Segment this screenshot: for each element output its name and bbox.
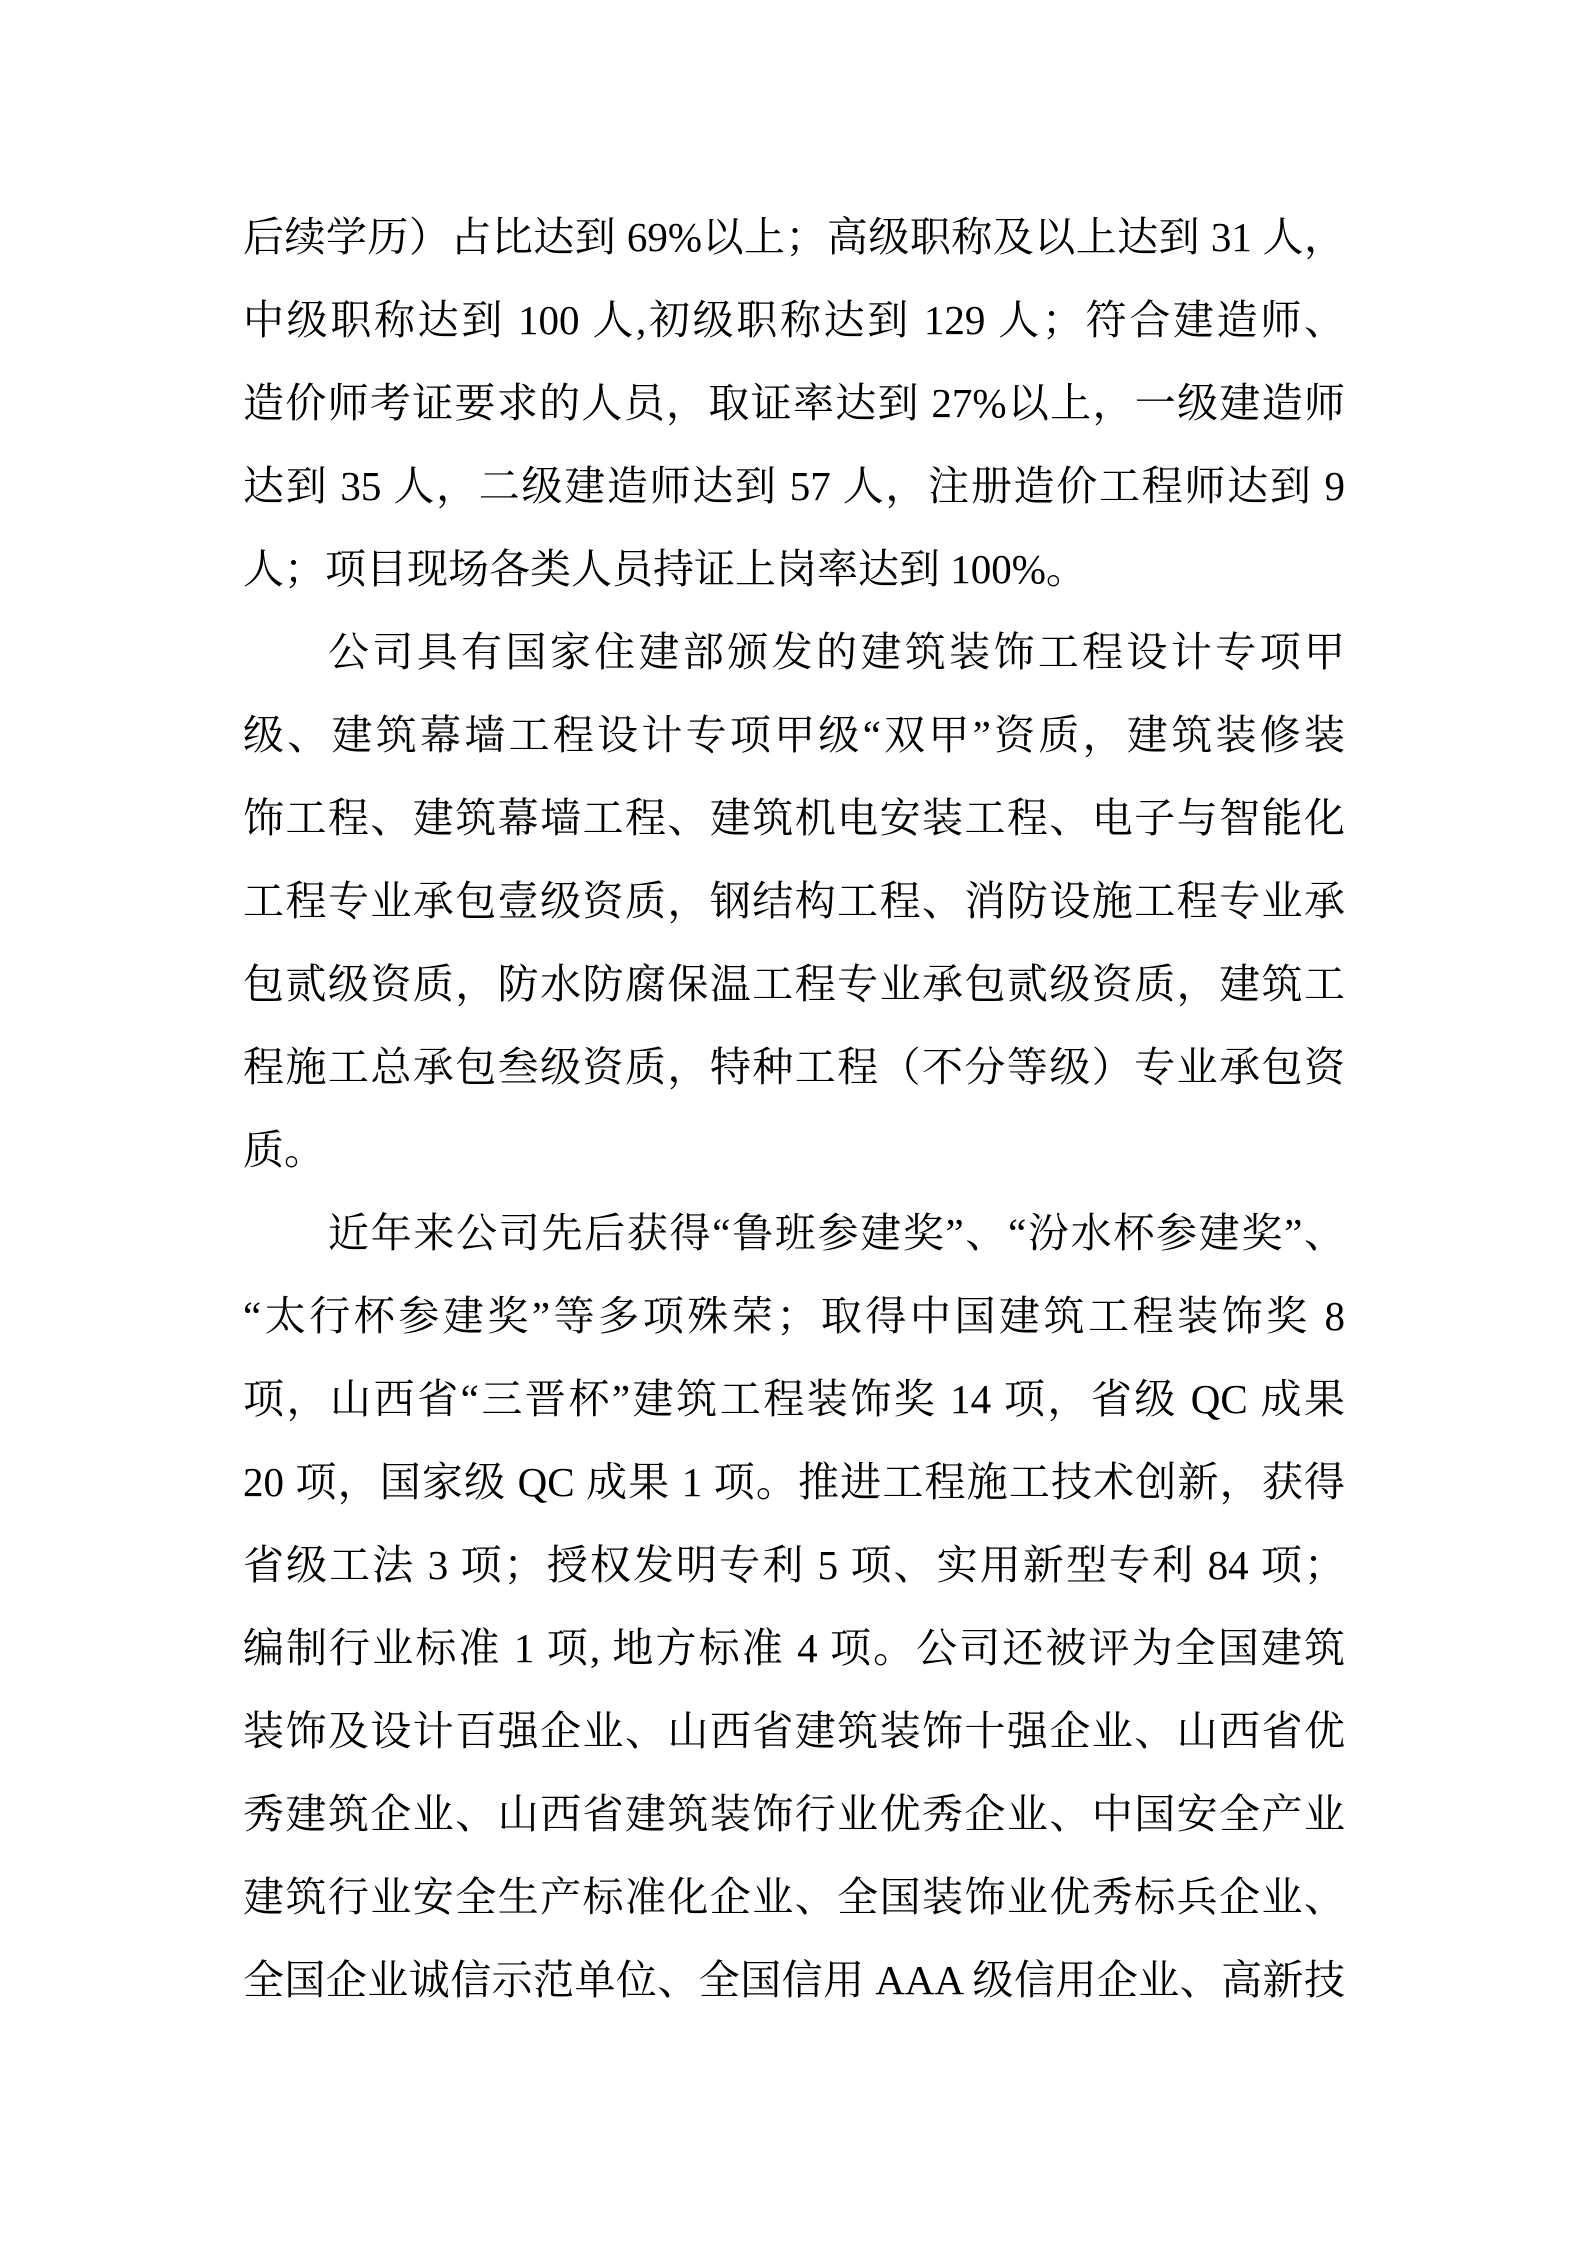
text-line: “太行杯参建奖”等多项殊荣；取得中国建筑工程装饰奖 8 xyxy=(243,1293,1345,1339)
text-line: 公司具有国家住建部颁发的建筑装饰工程设计专项甲 xyxy=(328,629,1345,675)
text-line: 达到 35 人，二级建造师达到 57 人，注册造价工程师达到 9 xyxy=(243,463,1345,509)
text-line: 中级职称达到 100 人,初级职称达到 129 人；符合建造师、 xyxy=(243,297,1345,343)
text-line: 人；项目现场各类人员持证上岗率达到 100%。 xyxy=(243,546,1087,592)
text-line: 全国企业诚信示范单位、全国信用 AAA 级信用企业、高新技 xyxy=(243,1957,1345,2003)
text-line: 饰工程、建筑幕墙工程、建筑机电安装工程、电子与智能化 xyxy=(243,795,1345,841)
document-text-block xyxy=(243,196,1345,2022)
text-line: 级、建筑幕墙工程设计专项甲级“双甲”资质，建筑装修装 xyxy=(243,712,1345,758)
text-line: 包贰级资质，防水防腐保温工程专业承包贰级资质，建筑工 xyxy=(243,961,1345,1007)
text-line: 省级工法 3 项；授权发明专利 5 项、实用新型专利 84 项； xyxy=(243,1542,1345,1588)
text-line: 项，山西省“三晋杯”建筑工程装饰奖 14 项，省级 QC 成果 xyxy=(243,1376,1345,1422)
text-line: 装饰及设计百强企业、山西省建筑装饰十强企业、山西省优 xyxy=(243,1708,1345,1754)
text-line: 20 项，国家级 QC 成果 1 项。推进工程施工技术创新，获得 xyxy=(243,1459,1345,1505)
text-line: 秀建筑企业、山西省建筑装饰行业优秀企业、中国安全产业 xyxy=(243,1791,1345,1837)
text-line: 程施工总承包叁级资质，特种工程（不分等级）专业承包资 xyxy=(243,1044,1345,1090)
text-line: 造价师考证要求的人员，取证率达到 27%以上，一级建造师 xyxy=(243,380,1345,426)
text-line: 质。 xyxy=(243,1127,325,1173)
text-line: 近年来公司先后获得“鲁班参建奖”、“汾水杯参建奖”、 xyxy=(328,1210,1345,1256)
text-line: 后续学历）占比达到 69%以上；高级职称及以上达到 31 人， xyxy=(243,214,1345,260)
text-line: 编制行业标准 1 项, 地方标准 4 项。公司还被评为全国建筑 xyxy=(243,1625,1345,1671)
text-line: 工程专业承包壹级资质，钢结构工程、消防设施工程专业承 xyxy=(243,878,1345,924)
text-line: 建筑行业安全生产标准化企业、全国装饰业优秀标兵企业、 xyxy=(243,1874,1345,1920)
